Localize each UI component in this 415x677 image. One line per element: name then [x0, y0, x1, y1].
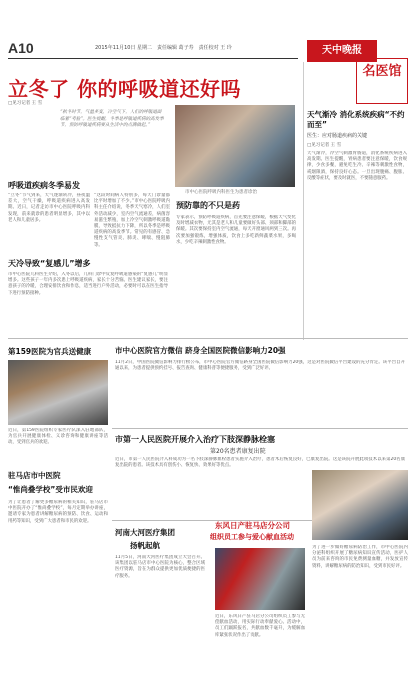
page-number: A10: [8, 40, 34, 56]
dongfeng-text: 近日，东风日产驻马店分公司组织员工参与无偿献血活动，用实际行动奉献爱心。活动中，员工们踊跃报名，共献血数千毫升，为缓解血库紧张状况作出了贡献。: [215, 614, 305, 638]
henan-group-title: 河南大河医疗集团: [115, 528, 175, 537]
right-top-byline: □见习记者 王 雪: [307, 143, 342, 148]
hospital-159-photo: [8, 360, 108, 425]
lead-text-col-4: 市中心医院儿科医生介绍，入冬以后，儿科门诊中反复呼吸道感染的“复感儿”明显增多。这些孩子一年内多次患上呼吸道疾病，家长十分苦恼。医生建议家长，要注意孩子的冷暖，合理安排饮食和作息，适当进行户外活动，必要时可以在医生指导下进行预防接种。: [8, 272, 168, 296]
center-rule: [112, 428, 408, 429]
diabetes-photo: [312, 470, 408, 540]
section-label: 名医馆: [356, 58, 408, 104]
masthead-logo: 天中晚报: [307, 40, 377, 62]
henan-group-text: 11月5日，河南大河医疗集团成立大会召开。该集团以驻马店市中心医院为核心，整合区域医疗资源，旨在为群众提供更加优质便捷的医疗服务。: [115, 555, 205, 579]
diabetes-text: 为了进一步做好糖尿病防治工作，市中心医院内分泌科组织开展了糖尿病知识宣传活动，医护人员为前来咨询的市民免费测量血糖，并发放宣传资料，讲解糖尿病的防治知识，受到市民好评。: [312, 545, 408, 569]
column-divider: [303, 62, 304, 340]
lead-photo-caption: 市中心医院呼吸内科医生为患者诊治: [185, 190, 257, 195]
dongfeng-title: 东风日产驻马店分公司: [215, 521, 290, 530]
henan-group-title2: 扬帆起航: [130, 541, 160, 550]
hospital-159-title: 第159医院为官兵送健康: [8, 347, 92, 356]
tcm-school-text: 为了让患者了解更多糖尿病的相关知识，驻马店市中医院开办了“惟尚叠学校”，每月定期举办讲座，邀请专家为患者讲解糖尿病的预防、饮食、运动和用药等知识，受到广大患者和市民的欢迎。: [8, 500, 108, 524]
right-top-title: 天气渐冷 消化系统疾病“不约而至”: [307, 110, 405, 129]
wechat-title: 市中心医院官方微信 跻身全国医院微信影响力20强: [115, 346, 286, 355]
dvt-subtitle: 第20名患者康复出院: [210, 448, 266, 455]
dvt-title: 市第一人民医院开展介入治疗下肢深静脉栓塞: [115, 435, 275, 444]
wechat-text: 11月2日，中国医院微信影响力排行榜公布，市中心医院官方微信跻身全国医院微信影响力20强，这是对医院微信平台建设的充分肯定。该平台自开通以来，为患者提供预约挂号、报告查询、健康科普等便捷服务，受到广泛好评。: [115, 360, 405, 372]
page-meta: 2015年11月10日 星期二 责任编辑 葛子寿 责任校对 王 玲: [95, 45, 232, 51]
lead-subhead-1: 呼吸道疾病冬季易发: [8, 181, 80, 190]
lead-headline: 立冬了 你的呼吸道还好吗: [8, 77, 241, 101]
lead-byline: □见习记者 王 雪: [8, 101, 43, 106]
dongfeng-title2: 组织员工参与爱心献血活动: [210, 533, 294, 541]
lead-subhead-3: 天冷导致“复感儿”增多: [8, 259, 91, 268]
dongfeng-photo: [215, 548, 305, 610]
right-top-subtitle: 医生：应对肠道疾病的关键: [307, 133, 368, 139]
lead-text-col-2: “这段时间病人特别多，每天门诊量都比平时增加了不少。”市中心医院呼吸内科主任介绍说，冬季天气寒冷，人们室外活动减少，室内空气流通差，病菌容易滋生繁殖，加上冷空气刺激呼吸道黏膜，导致抵抗力下降，所以冬季是呼吸道疾病的高发季节。常见的有感冒、急慢性支气管炎、肺炎、哮喘、慢阻肺等。: [94, 193, 170, 248]
lead-quote: “秋冬时节，气温多变，冷空气下，人们的呼吸道面临着“考验”。医生提醒，冬季是呼吸道疾病的高发季节，预防呼吸道疾病要从生活中的点滴做起。”: [60, 110, 164, 129]
lead-text-col-3: 专家表示，预防呼吸道疾病，首先要注意保暖，根据天气变化及时增减衣物，尤其是老人和儿童要做好头部、颈部和脚部的保暖。其次要保持室内空气流通，每天开窗通风两到三次。再次要加强锻炼，增强体质，饮食上多吃新鲜蔬菜水果，多喝水，少吃辛辣刺激性食物。: [176, 215, 296, 245]
tcm-hospital-title: 驻马店市中医院: [8, 471, 61, 480]
header-rule: [8, 58, 298, 59]
lead-photo: [175, 105, 295, 187]
dvt-text: 近日，市第一人民医院介入科成功为一名下肢深静脉血栓患者实施介入治疗，患者术后恢复良好，已康复出院。这是该院开展此项技术以来第20名康复出院的患者。该技术具有创伤小、恢复快、效果好等优点。: [115, 457, 405, 469]
hospital-159-text: 近日，第159医院组织专家医疗队深入驻地部队，为官兵开展健康体检、义诊咨询和健康讲座等活动，受到官兵的欢迎。: [8, 428, 108, 446]
right-top-text: 天气渐冷，冷空气刺激胃肠道，消化系统疾病进入高发期。医生提醒，胃病患者要注意保暖，饮食规律，少食多餐，避免吃生冷、辛辣等刺激性食物，戒烟限酒，保持良好心态。一旦出现腹痛、腹胀、反酸等症状，要及时就医，不要随意服药。: [307, 151, 407, 181]
lead-text-col-1: “立冬”节气到来，天气逐渐转冷，昼夜温差大，空气干燥，呼吸道疾病进入高发期。近日，记者走访市中心医院呼吸内科发现，前来就诊的患者明显增多，其中以老人和儿童居多。: [8, 193, 90, 223]
middle-rule: [8, 338, 408, 339]
tcm-school-title: “惟尚叠学校”受市民欢迎: [8, 485, 93, 494]
lead-subhead-2: 预防靠的不只是药: [176, 201, 240, 210]
